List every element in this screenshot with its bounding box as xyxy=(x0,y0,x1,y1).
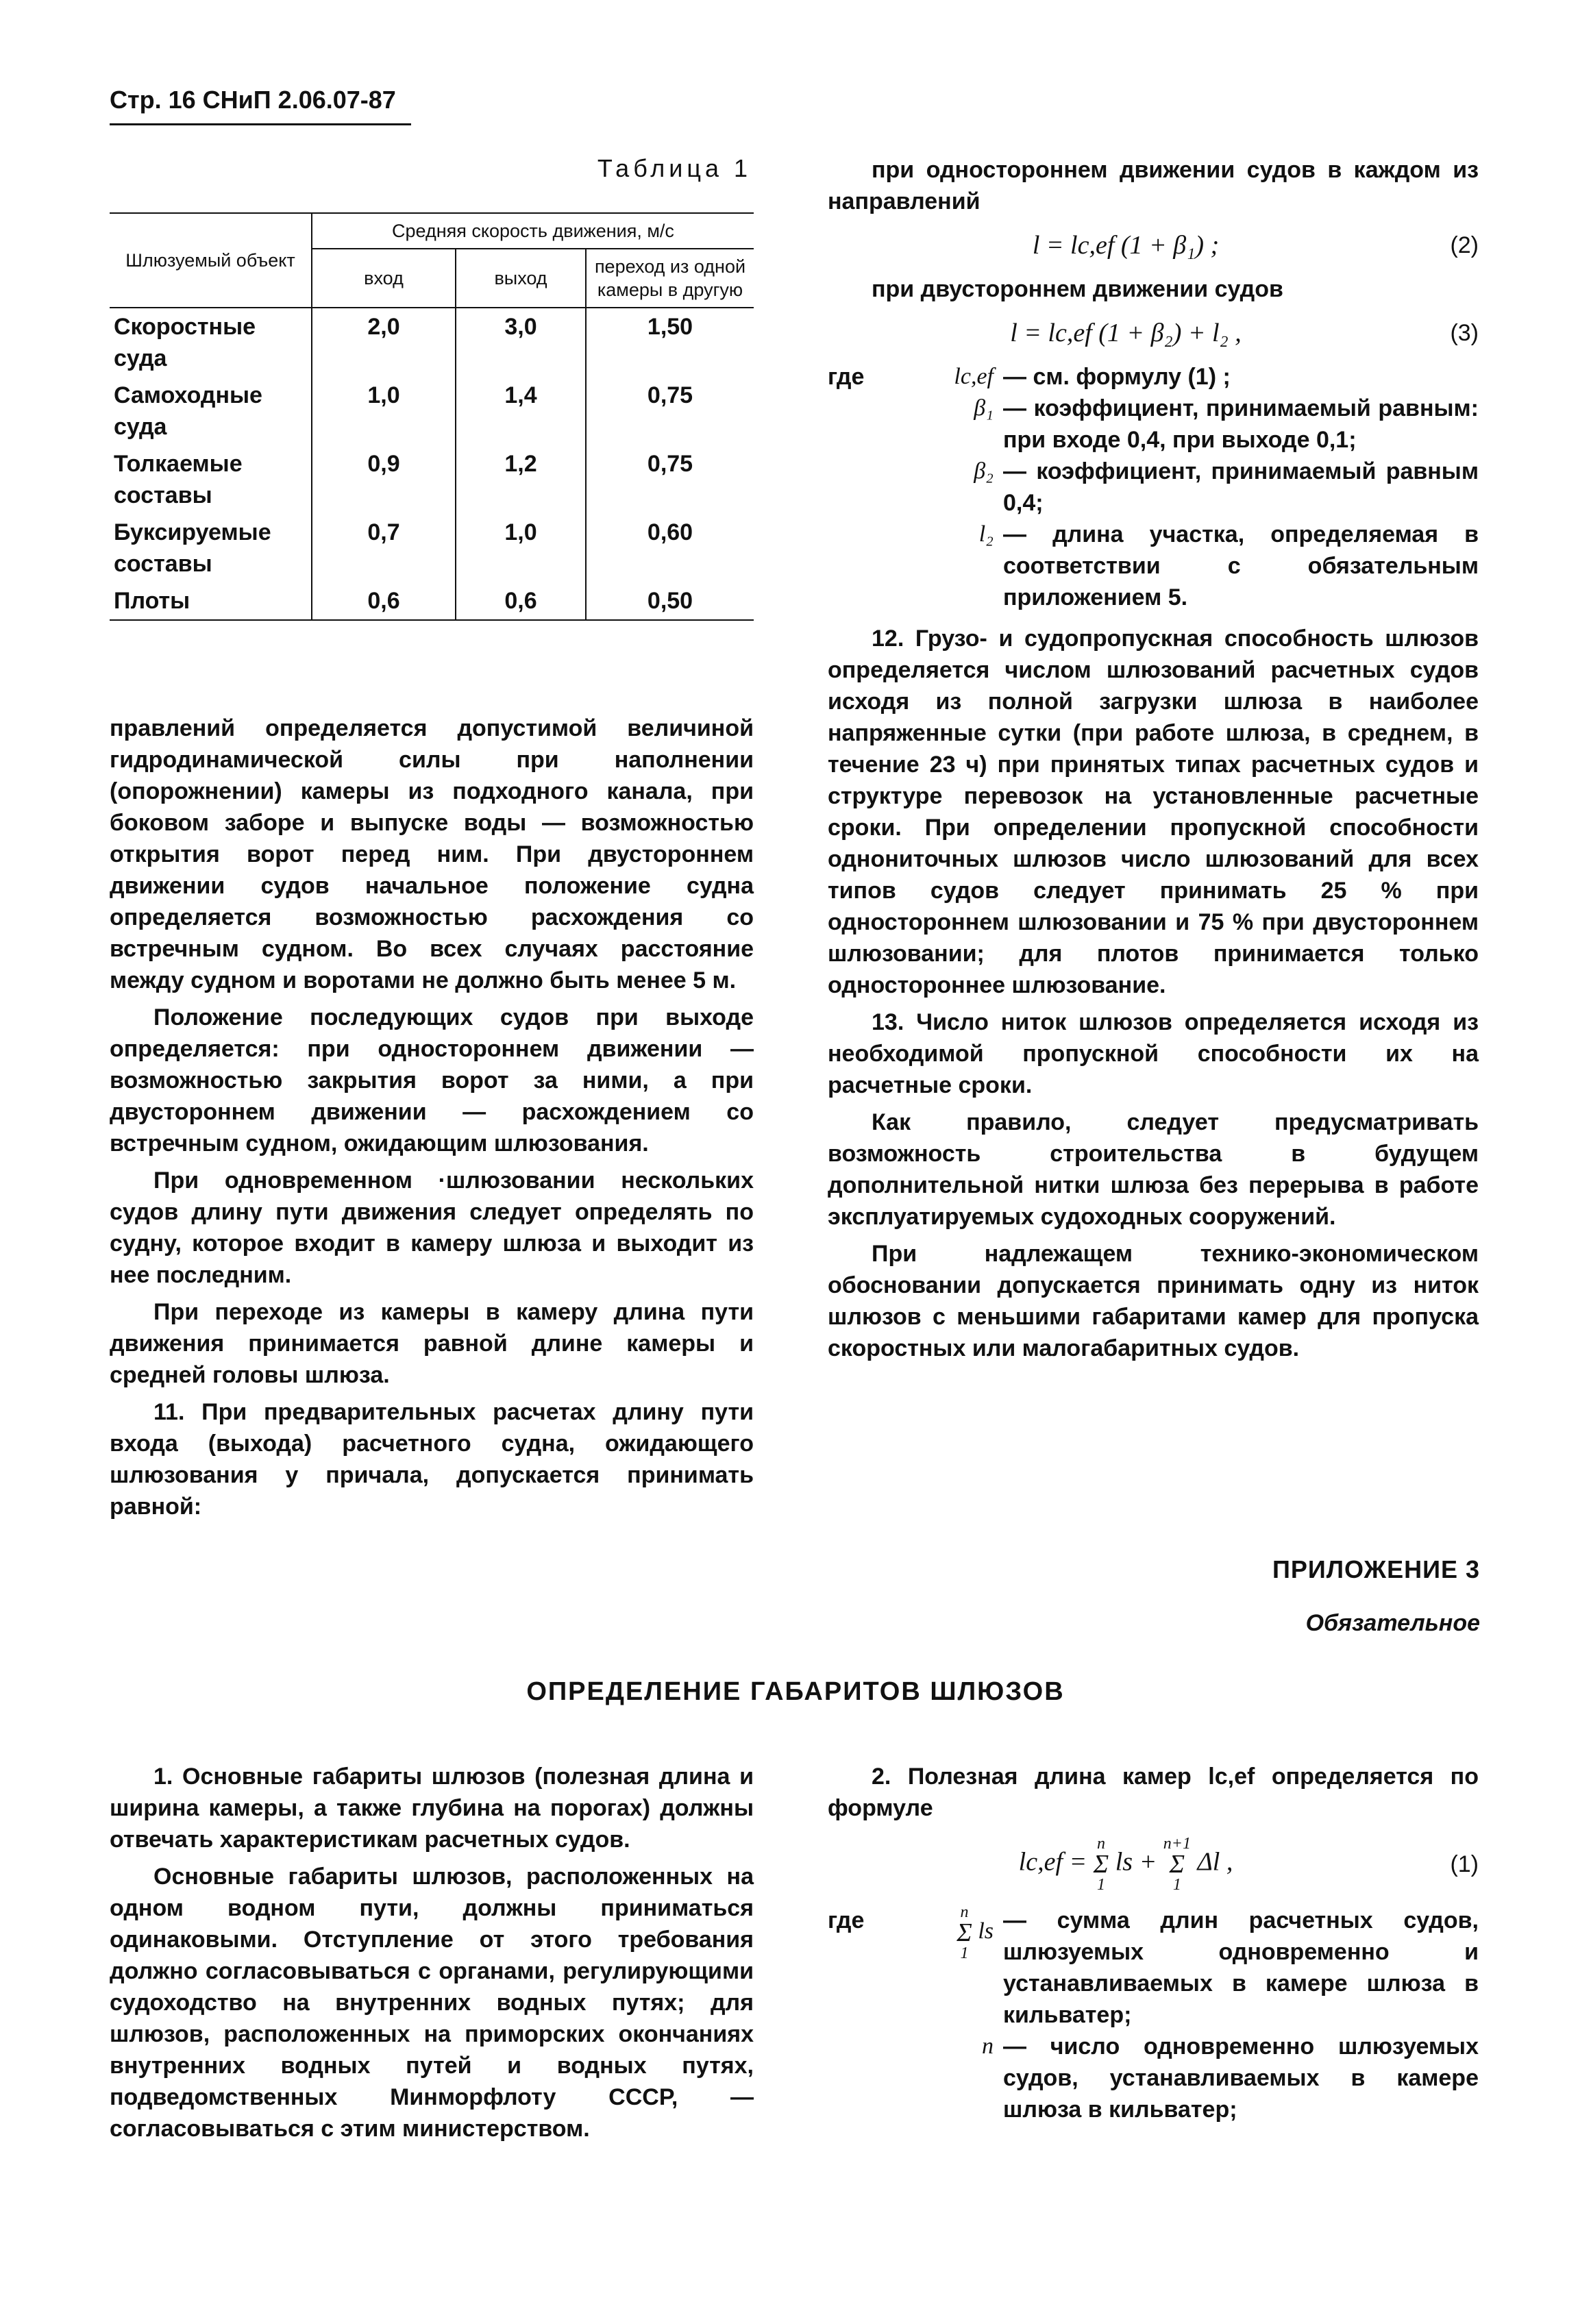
formula-3-expr: l = lc,ef (1 + β₂) + l₂ , xyxy=(1010,319,1242,347)
paragraph-2: 2. Полезная длина камер lc,ef определяется по формуле xyxy=(828,1764,1479,1821)
cell-exit: 1,2 xyxy=(456,445,586,514)
sum-sign: n Σ 1 xyxy=(957,1903,972,1962)
paragraph: правлений определяется допустимой величиной гидродинамической силы при наполнении (опорожнении) камеры из подходного канала, при боковом заборе и выпуске воды — возможностью открытия ворот перед ним. При двустороннем движении судов начальное положение судна определяется возможностью расхождения со встречным судном. Во всех случаях расстояние между судном и воротами не должно быть менее 5 м. xyxy=(110,715,754,993)
paragraph: Положение последующих судов при выходе определяется: при одностороннем движении — возможностью закрытия ворот за ними, а при двустороннем движении — расхождением со встречным судном, ожидающим шлюзования. xyxy=(110,1004,754,1157)
row-name: Толкаемые составы xyxy=(114,451,243,508)
def-text: — коэффициент, принимаемый равным 0,4; xyxy=(1003,458,1479,516)
page-header: Стр. 16 СНиП 2.06.07-87 xyxy=(110,86,396,114)
bottom-left-text xyxy=(110,1761,754,2150)
definitions-list xyxy=(828,1905,1479,2125)
paragraph: При переходе из камеры в камеру длина пути движения принимается равной длине камеры и средней головы шлюза. xyxy=(110,1299,754,1388)
table-row xyxy=(110,377,754,445)
sum-lower: 1 xyxy=(960,1944,969,1962)
formula-2 xyxy=(828,230,1479,261)
def-symbol xyxy=(922,1905,998,2031)
col-header-exit: выход xyxy=(456,249,586,308)
formula-2-number: (2) xyxy=(1450,232,1479,258)
formula-3-number: (3) xyxy=(1450,320,1479,346)
appendix-title: ПРИЛОЖЕНИЕ 3 xyxy=(1272,1555,1480,1583)
row-name: Скоростные суда xyxy=(114,314,256,371)
paragraph-13: 13. Число ниток шлюзов определяется исходя из необходимой пропускной способности их на расчетные сроки. xyxy=(828,1009,1479,1098)
sum-upper: n xyxy=(1096,1835,1105,1853)
paragraph-11: 11. При предварительных расчетах длину пути входа (выхода) расчетного судна, ожидающего шлюзования у причала, допускается принимать равной: xyxy=(110,1399,754,1520)
table-row xyxy=(110,514,754,582)
def-symbol: β₁ xyxy=(974,395,994,421)
cell-entry: 0,9 xyxy=(312,445,456,514)
row-name: Самоходные суда xyxy=(114,382,262,440)
row-name: Плоты xyxy=(110,582,312,620)
table-row xyxy=(110,445,754,514)
cell-entry: 1,0 xyxy=(312,377,456,445)
col-header-entry: вход xyxy=(312,249,456,308)
table-caption: Таблица 1 xyxy=(597,154,752,182)
header-rule xyxy=(110,123,411,125)
def-text: — коэффициент, принимаемый равным: при входе 0,4, при выходе 0,1; xyxy=(1003,395,1479,453)
formula-1-lhs: lc,ef = xyxy=(1018,1847,1087,1877)
paragraph-12: 12. Грузо- и судопропускная способность шлюзов определяется числом шлюзований расчетных судов исходя из полной загрузки шлюза в наиболее напряженные сутки (при работе шлюза, в среднем, в течение 23 ч) при принятых типах расчетных судов и структуре перевозок на установленные расчетные сроки. При определении пропускной способности однониточных шлюзов число шлюзований для всех типов судов следует принимать 25 % при одностороннем шлюзовании и 75 % при двустороннем шлюзовании; для плотов принимается только одностороннее шлюзование. xyxy=(828,626,1479,998)
sum-upper: n+1 xyxy=(1163,1835,1191,1853)
paragraph: При надлежащем технико-экономическом обосновании допускается принимать одну из ниток шлюзов с меньшими габаритами камер для пропуска скоростных или малогабаритных судов. xyxy=(828,1241,1479,1361)
col-header-group: Средняя скорость движения, м/с xyxy=(312,213,754,249)
sum-sign: n+1 Σ 1 xyxy=(1163,1835,1191,1894)
def-symbol: l₂ xyxy=(978,521,994,547)
cell-exit: 3,0 xyxy=(456,308,586,377)
cell-exit: 0,6 xyxy=(456,582,586,620)
formula-1-number: (1) xyxy=(1450,1851,1479,1877)
paragraph-1: 1. Основные габариты шлюзов (полезная длина и ширина камеры, а также глубина на порогах) должны отвечать характеристикам расчетных судов. xyxy=(110,1764,754,1853)
row-name: Буксируемые составы xyxy=(114,519,271,577)
bottom-right-text xyxy=(828,1761,1479,2125)
def-symbol: n xyxy=(982,2034,994,2059)
section-title: ОПРЕДЕЛЕНИЕ ГАБАРИТОВ ШЛЮЗОВ xyxy=(526,1677,1065,1706)
table-row xyxy=(110,582,754,620)
cell-transfer: 0,75 xyxy=(586,377,754,445)
appendix-subtitle: Обязательное xyxy=(1305,1610,1480,1636)
where-label: где xyxy=(828,1907,865,1933)
def-text: — число одновременно шлюзуемых судов, устанавливаемых в камере шлюза в кильватер; xyxy=(1003,2034,1479,2123)
def-text: — см. формулу (1) ; xyxy=(1003,364,1231,390)
def-symbol: lc,ef xyxy=(954,364,994,389)
sum-term: ls xyxy=(978,1918,994,1944)
def-symbol: β₂ xyxy=(974,458,994,484)
cell-transfer: 0,75 xyxy=(586,445,754,514)
formula-1-expr xyxy=(828,1836,1424,1892)
paragraph: Основные габариты шлюзов, расположенных на одном водном пути, должны приниматься одинаковыми. Отступление от этого требования должно согласовываться с органами, регулирующими судоходство на внутренних водных путях; для шлюзов, расположенных на приморских окончаниях внутренних водных путей и водных путях, подведомственных Минморфлоту СССР, — согласовываться с этим министерством. xyxy=(110,1864,754,2142)
sum-lower: 1 xyxy=(1096,1876,1105,1894)
left-column-text xyxy=(110,713,754,1528)
cell-transfer: 0,60 xyxy=(586,514,754,582)
formula-1 xyxy=(828,1836,1479,1892)
cell-entry: 0,6 xyxy=(312,582,456,620)
formula-2-expr: l = lc,ef (1 + β₁) ; xyxy=(1032,231,1220,260)
col-header-object: Шлюзуемый объект xyxy=(110,213,312,308)
paragraph: при двустороннем движении судов xyxy=(872,276,1283,302)
cell-exit: 1,4 xyxy=(456,377,586,445)
sum-lower: 1 xyxy=(1172,1876,1181,1894)
col-header-transfer: переход из одной камеры в другую xyxy=(586,249,754,308)
cell-transfer: 1,50 xyxy=(586,308,754,377)
sum-term: Δl , xyxy=(1197,1847,1233,1877)
cell-exit: 1,0 xyxy=(456,514,586,582)
cell-entry: 2,0 xyxy=(312,308,456,377)
sum-upper: n xyxy=(960,1903,969,1921)
definitions-list xyxy=(828,361,1479,613)
paragraph: Как правило, следует предусматривать возможность строительства в будущем дополнительной нитки шлюза без перерыва в работе эксплуатируемых судоходных сооружений. xyxy=(828,1109,1479,1230)
cell-transfer: 0,50 xyxy=(586,582,754,620)
def-text: — длина участка, определяемая в соответствии с обязательным приложением 5. xyxy=(1003,521,1479,610)
speed-table xyxy=(110,212,754,621)
where-label: где xyxy=(828,364,865,390)
paragraph: при одностороннем движении судов в каждом из направлений xyxy=(828,157,1479,214)
cell-entry: 0,7 xyxy=(312,514,456,582)
sum-sign: n Σ 1 xyxy=(1093,1835,1109,1894)
sum-term: ls + xyxy=(1115,1847,1157,1877)
formula-3 xyxy=(828,317,1479,349)
table-row xyxy=(110,308,754,377)
def-text: — сумма длин расчетных судов, шлюзуемых одновременно и устанавливаемых в камере шлюза в кильватер; xyxy=(1003,1907,1479,2028)
right-column-text xyxy=(828,154,1479,1370)
paragraph: При одновременном ·шлюзовании нескольких судов длину пути движения следует определять по судну, которое входит в камеру шлюза и выходит из нее последним. xyxy=(110,1167,754,1288)
